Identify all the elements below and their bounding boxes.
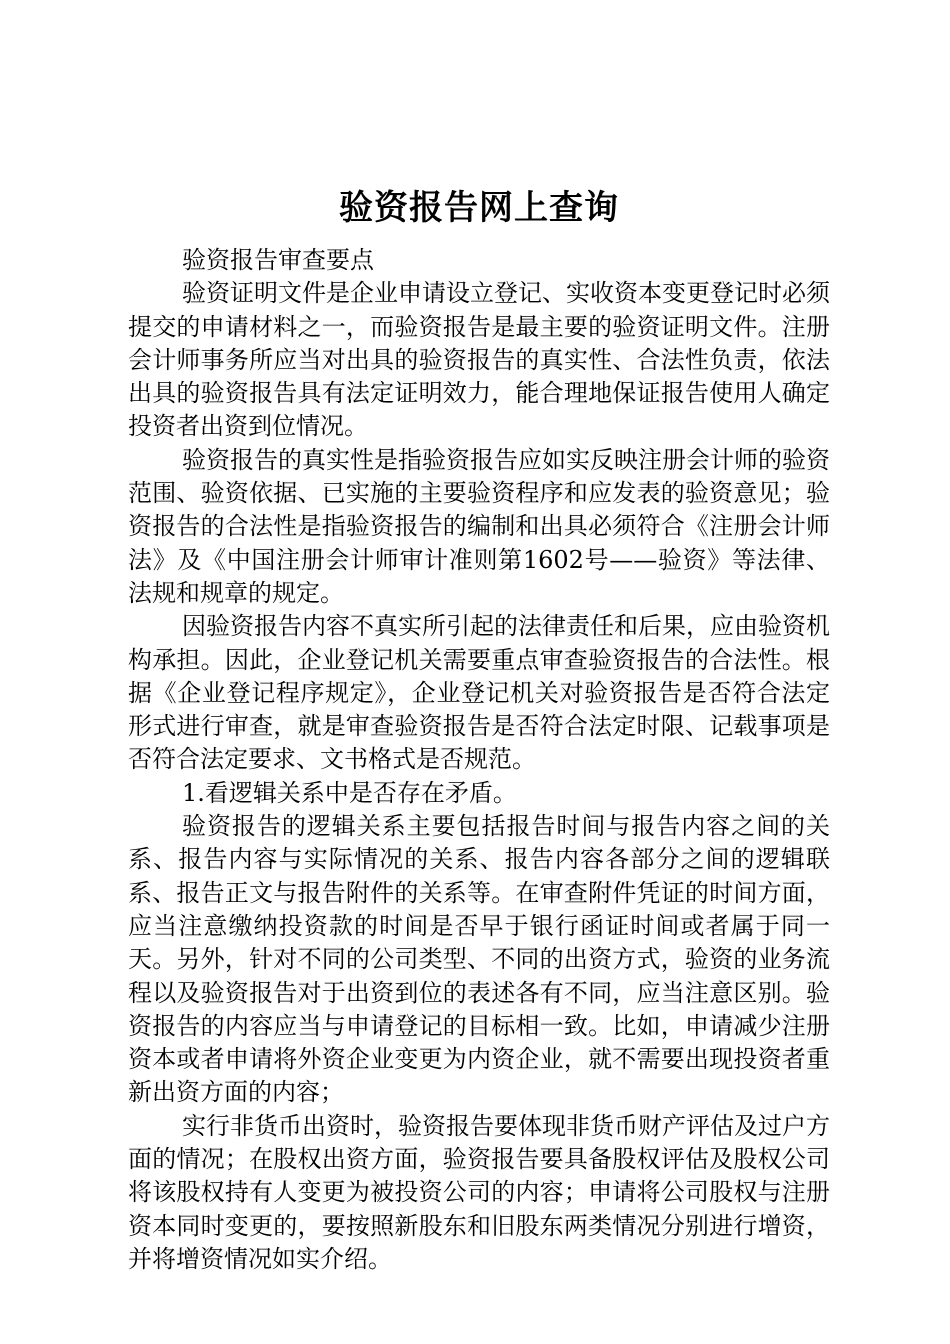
paragraph-body: 验资报告的真实性是指验资报告应如实反映注册会计师的验资范围、验资依据、已实施的主要验资程序和应发表的验资意见；验资报告的合法性是指验资报告的编制和出具必须符合《注册会计师法》及《中国注册会计师审计准则第1602号——验资》等法律、法规和规章的规定。 (128, 445, 830, 607)
paragraph-subheading: 验资报告审查要点 (182, 246, 374, 274)
paragraph-list-item: 1.看逻辑关系中是否存在矛盾。 (182, 778, 517, 807)
paragraph-body: 实行非货币出资时，验资报告要体现非货币财产评估及过户方面的情况；在股权出资方面，验资报告要具备股权评估及股权公司将该股权持有人变更为被投资公司的内容；申请将公司股权与注册资本同时变更的，要按照新股东和旧股东两类情况分别进行增资，并将增资情况如实介绍。 (128, 1111, 830, 1273)
document-title: 验资报告网上查询 (339, 188, 619, 228)
paragraph-body: 验资报告的逻辑关系主要包括报告时间与报告内容之间的关系、报告内容与实际情况的关系、报告内容各部分之间的逻辑联系、报告正文与报告附件的关系等。在审查附件凭证的时间方面，应当注意缴纳投资款的时间是否早于银行函证时间或者属于同一天。另外，针对不同的公司类型、不同的出资方式，验资的业务流程以及验资报告对于出资到位的表述各有不同，应当注意区别。验资报告的内容应当与申请登记的目标相一致。比如，申请减少注册资本或者申请将外资企业变更为内资企业，就不需要出现投资者重新出资方面的内容； (128, 812, 830, 1107)
paragraph-body: 验资证明文件是企业申请设立登记、实收资本变更登记时必须提交的申请材料之一，而验资报告是最主要的验资证明文件。注册会计师事务所应当对出具的验资报告的真实性、合法性负责，依法出具的验资报告具有法定证明效力，能合理地保证报告使用人确定投资者出资到位情况。 (128, 279, 830, 441)
paragraph-body: 因验资报告内容不真实所引起的法律责任和后果，应由验资机构承担。因此，企业登记机关需要重点审查验资报告的合法性。根据《企业登记程序规定》，企业登记机关对验资报告是否符合法定形式进行审查，就是审查验资报告是否符合法定时限、记载事项是否符合法定要求、文书格式是否规范。 (128, 612, 830, 774)
document-page (128, 182, 830, 1276)
